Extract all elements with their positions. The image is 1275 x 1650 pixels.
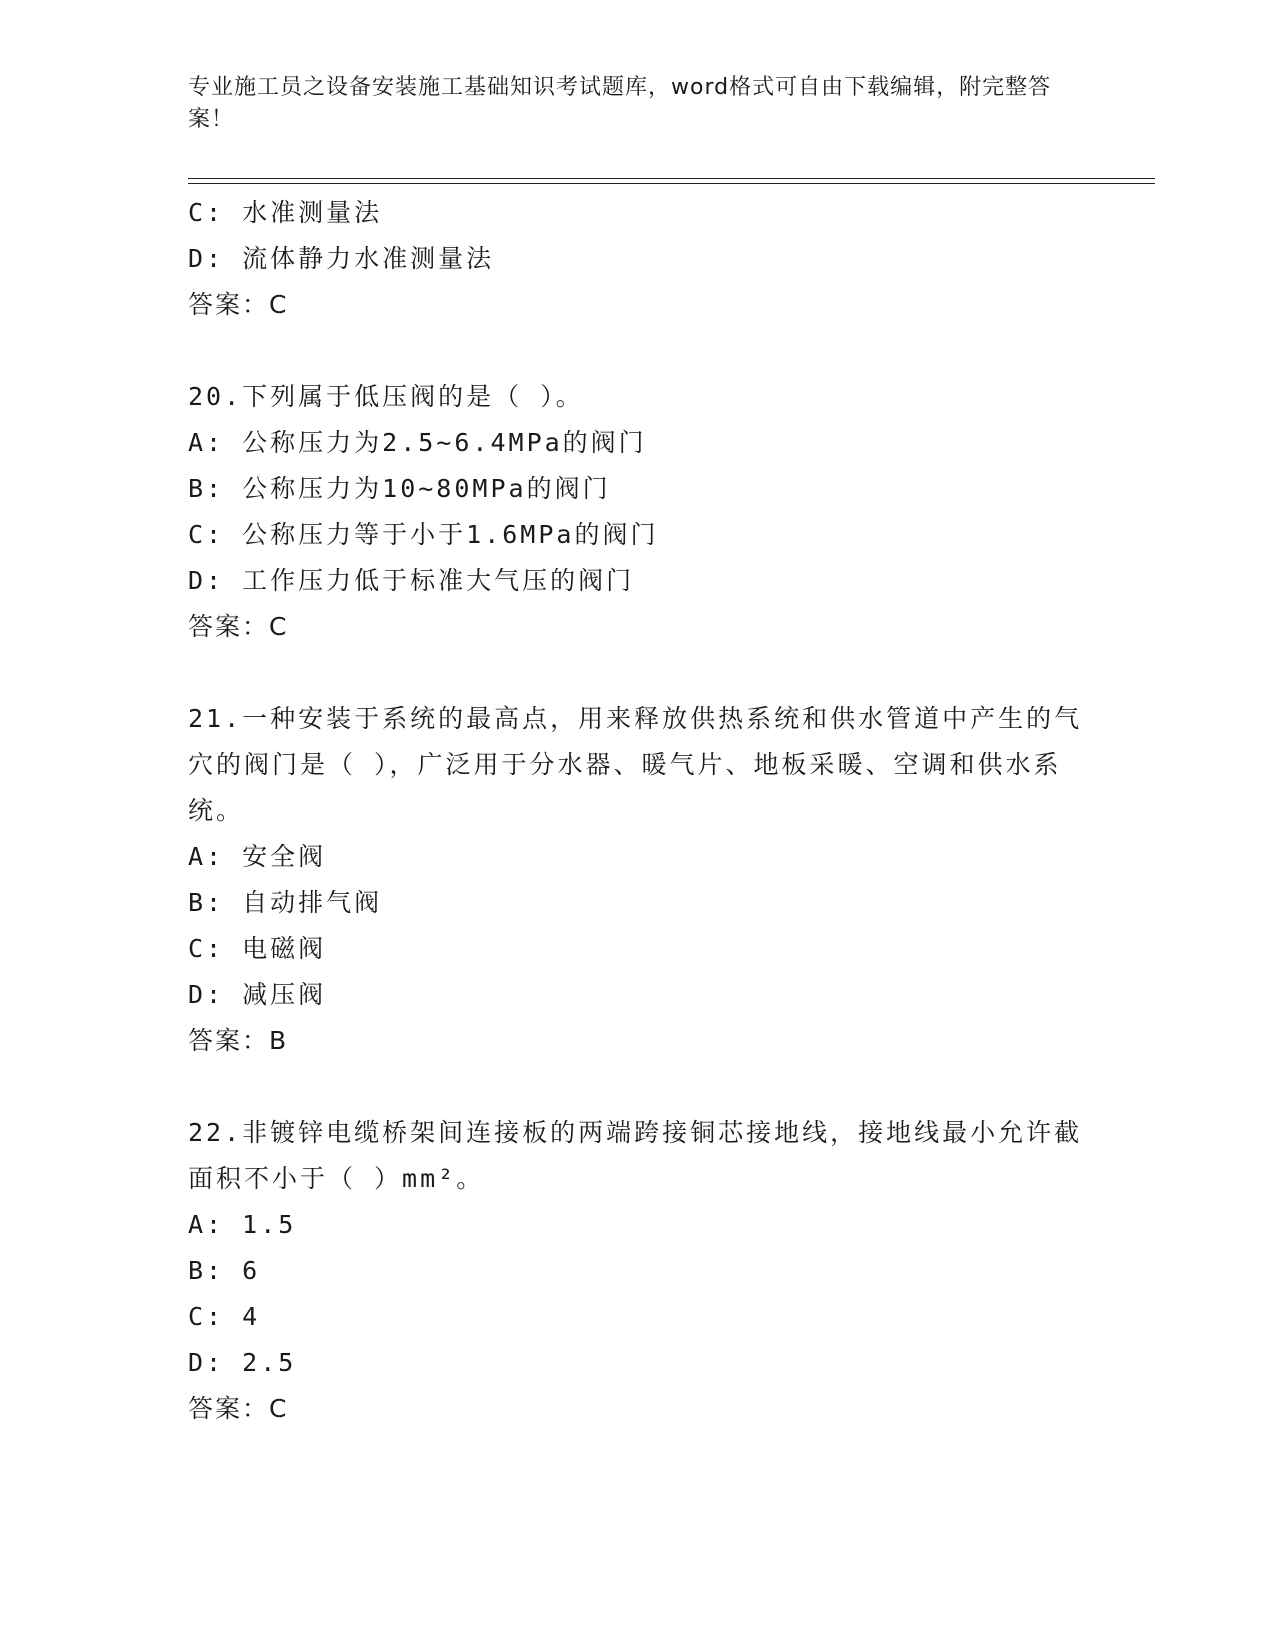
document-header: 专业施工员之设备安装施工基础知识考试题库，word格式可自由下载编辑，附完整答案！ — [188, 75, 1052, 132]
option-c: C: 水准测量法 — [188, 198, 383, 227]
question-text: 20.下列属于低压阀的是（ ）。 — [188, 382, 584, 411]
option-a: A: 1.5 — [188, 1210, 297, 1239]
answer: 答案：B — [188, 1026, 289, 1055]
option-c: C: 电磁阀 — [188, 934, 327, 963]
question-19-tail — [188, 190, 1088, 328]
spacer — [188, 1064, 1088, 1110]
option-c: C: 4 — [188, 1302, 261, 1331]
spacer — [188, 328, 1088, 374]
option-b: B: 6 — [188, 1256, 261, 1285]
option-d: D: 2.5 — [188, 1348, 297, 1377]
option-d: D: 流体静力水准测量法 — [188, 244, 495, 273]
question-list — [188, 190, 1088, 1432]
question-text: 21.一种安装于系统的最高点，用来释放供热系统和供水管道中产生的气穴的阀门是（ ），广泛用于分水器、暖气片、地板采暖、空调和供水系统。 — [188, 704, 1083, 825]
option-c: C: 公称压力等于小于1.6MPa的阀门 — [188, 520, 659, 549]
option-a: A: 安全阀 — [188, 842, 327, 871]
option-b: B: 公称压力为10~80MPa的阀门 — [188, 474, 611, 503]
option-d: D: 工作压力低于标准大气压的阀门 — [188, 566, 635, 595]
answer: 答案：C — [188, 290, 289, 319]
option-d: D: 减压阀 — [188, 980, 327, 1009]
option-b: B: 自动排气阀 — [188, 888, 383, 917]
answer: 答案：C — [188, 612, 289, 641]
header-divider-top — [188, 178, 1155, 179]
header-divider-bottom — [188, 183, 1155, 184]
spacer — [188, 650, 1088, 696]
question-21 — [188, 696, 1088, 1064]
question-22 — [188, 1110, 1088, 1432]
option-a: A: 公称压力为2.5~6.4MPa的阀门 — [188, 428, 647, 457]
question-20 — [188, 374, 1088, 650]
question-text: 22.非镀锌电缆桥架间连接板的两端跨接铜芯接地线，接地线最小允许截面积不小于（ ）mm²。 — [188, 1118, 1083, 1193]
answer: 答案：C — [188, 1394, 289, 1423]
